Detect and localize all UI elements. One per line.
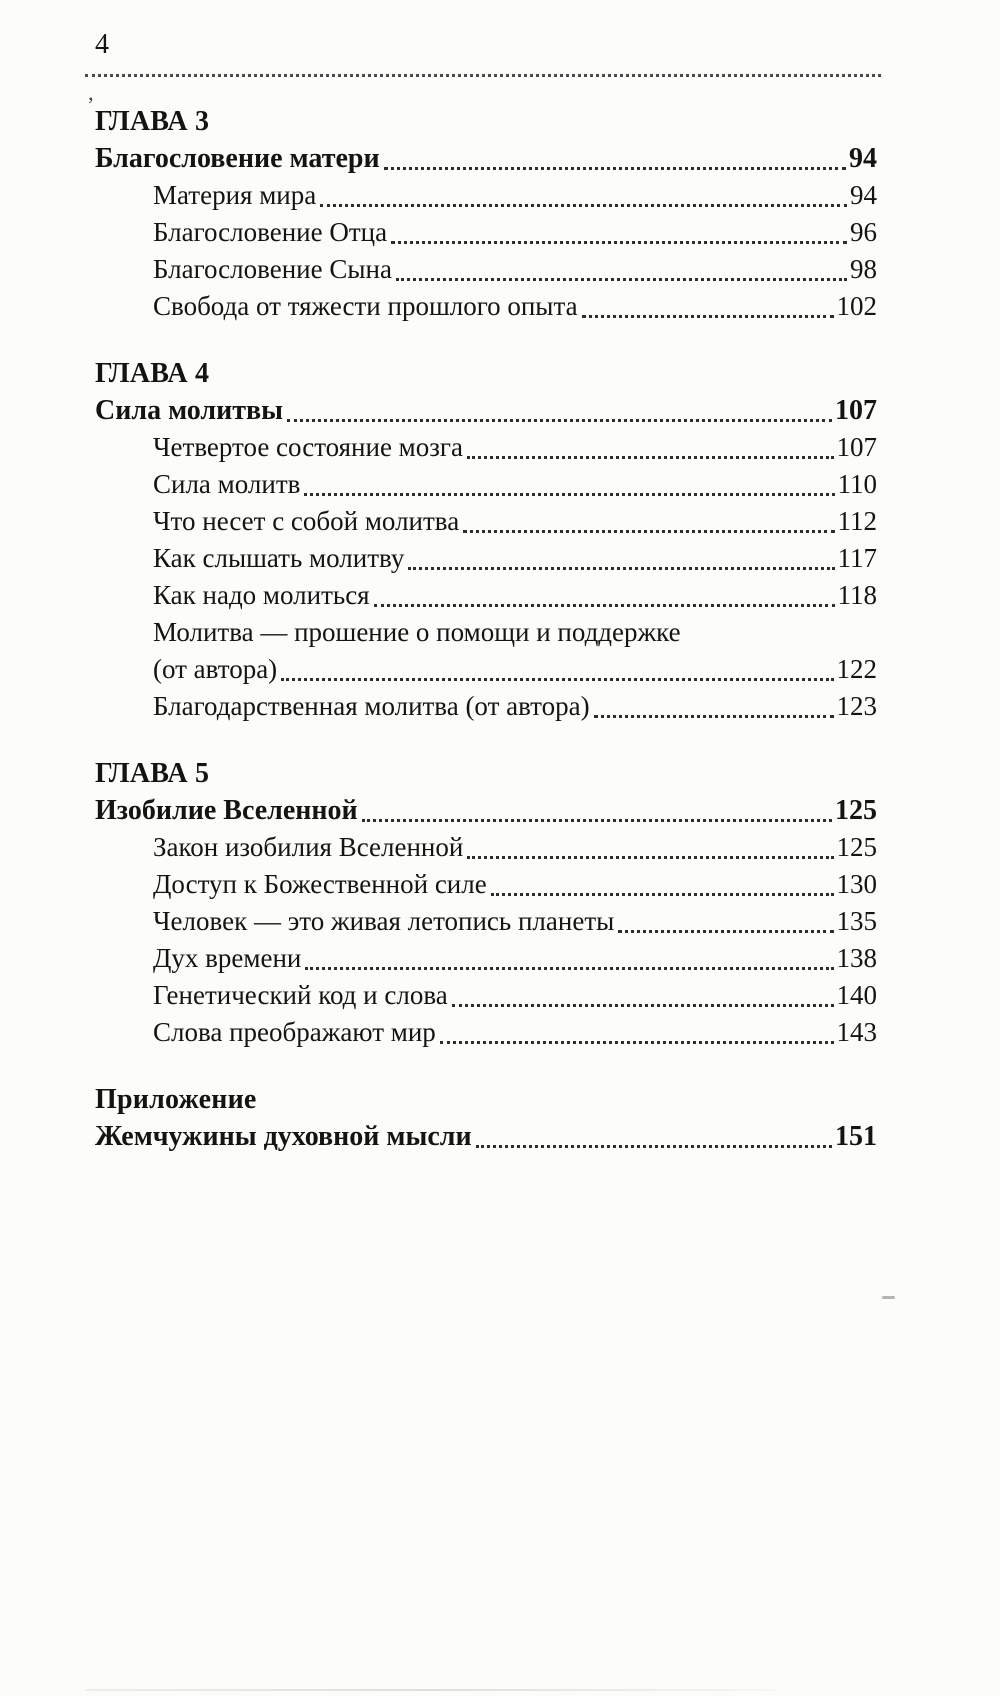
toc-entry-label: Слова преображают мир <box>153 1017 436 1047</box>
page-number: 4 <box>95 29 109 60</box>
toc-section-chapter-5 <box>95 755 877 1051</box>
chapter-heading: ГЛАВА 3 <box>95 106 210 137</box>
toc-title-page: 151 <box>835 1121 877 1152</box>
chapter-heading: Приложение <box>95 1084 257 1115</box>
toc-title-label: Сила молитвы <box>95 395 283 426</box>
toc-entry <box>153 288 877 325</box>
dot-leader <box>476 1145 832 1148</box>
toc-title-row <box>95 1118 877 1155</box>
toc-title-row <box>95 792 877 829</box>
toc-entry-page: 125 <box>836 832 877 862</box>
toc-entry-page: 94 <box>850 180 877 210</box>
toc-title-label: Изобилие Вселенной <box>95 795 358 826</box>
toc-title-row <box>95 140 877 177</box>
toc-entry-page: 102 <box>836 291 877 321</box>
toc-entry-label: (от автора) <box>153 654 278 684</box>
dot-leader <box>440 1041 834 1044</box>
toc-section-appendix <box>95 1081 877 1155</box>
toc-entry <box>153 251 877 288</box>
dot-leader <box>467 856 833 859</box>
toc-entry-label: Благословение Сына <box>153 254 392 284</box>
toc-entry-page: 123 <box>836 691 877 721</box>
toc-entry <box>153 540 877 577</box>
toc-entry <box>153 903 877 940</box>
toc-section-chapter-4 <box>95 355 877 725</box>
toc-entry-label: Человек — это живая летопись планеты <box>153 906 615 936</box>
toc-entry-page: 110 <box>837 469 877 499</box>
dot-leader <box>320 204 847 207</box>
toc-entries <box>153 429 877 725</box>
toc-entry <box>153 1014 877 1051</box>
dot-leader <box>391 241 847 244</box>
toc-entries <box>153 177 877 325</box>
dot-leader <box>305 967 833 970</box>
page-content <box>87 0 877 1155</box>
toc-entry-label: Генетический код и слова <box>153 980 448 1010</box>
toc-entry-label: Благодарственная молитва (от автора) <box>153 691 590 721</box>
toc-title-row <box>95 392 877 429</box>
toc-entry-label: Как слышать молитву <box>153 543 405 573</box>
dot-leader <box>281 678 833 681</box>
toc-entry-label: Что несет с собой молитва <box>153 506 460 536</box>
toc-entry-label: Закон изобилия Вселенной <box>153 832 464 862</box>
toc-entry-label: Дух времени <box>153 943 302 973</box>
chapter-heading: ГЛАВА 4 <box>95 358 210 389</box>
scan-artifact-mark: ’ <box>87 92 95 117</box>
toc-entry <box>153 214 877 251</box>
toc-entry <box>153 866 877 903</box>
dot-leader <box>408 567 834 570</box>
toc-title-page: 125 <box>835 795 877 826</box>
toc-entry-page: 130 <box>836 869 877 899</box>
toc-title-label: Благословение матери <box>95 143 380 174</box>
dot-leader <box>618 930 833 933</box>
toc-entry-page: 118 <box>837 580 877 610</box>
dot-leader <box>384 167 846 170</box>
dot-leader <box>396 278 847 281</box>
toc-entry-page: 138 <box>836 943 877 973</box>
toc-entry-page: 117 <box>837 543 877 573</box>
toc-entry <box>153 829 877 866</box>
toc-entry-page: 143 <box>836 1017 877 1047</box>
table-of-contents <box>95 103 877 1155</box>
dot-leader <box>491 893 834 896</box>
dot-leader <box>467 456 834 459</box>
toc-entries <box>153 829 877 1051</box>
toc-entry <box>153 651 877 688</box>
dot-leader <box>594 715 834 718</box>
toc-entry-page: 112 <box>837 506 877 536</box>
toc-entry-label: Доступ к Божественной силе <box>153 869 487 899</box>
dotted-rule <box>85 74 881 77</box>
toc-entry-label: Свобода от тяжести прошлого опыта <box>153 291 578 321</box>
toc-entry-page: 96 <box>850 217 877 247</box>
toc-entry <box>153 940 877 977</box>
toc-entry-wrapped-line <box>153 614 877 651</box>
dot-leader <box>362 819 832 822</box>
toc-entry-label: Благословение Отца <box>153 217 388 247</box>
scan-speck <box>882 1296 895 1299</box>
toc-entry <box>153 503 877 540</box>
dot-leader <box>582 315 834 318</box>
dot-leader <box>287 419 832 422</box>
toc-entry-page: 107 <box>836 432 877 462</box>
toc-entry <box>153 429 877 466</box>
toc-entry <box>153 688 877 725</box>
toc-title-page: 94 <box>849 143 877 174</box>
scan-bottom-edge <box>85 1689 775 1691</box>
dot-leader <box>374 604 835 607</box>
toc-entry-label: Сила молитв <box>153 469 301 499</box>
dot-leader <box>304 493 834 496</box>
dot-leader <box>463 530 834 533</box>
toc-entry-page: 140 <box>836 980 877 1010</box>
chapter-heading: ГЛАВА 5 <box>95 758 210 789</box>
toc-entry-page: 122 <box>836 654 877 684</box>
toc-entry <box>153 577 877 614</box>
toc-entry <box>153 466 877 503</box>
toc-entry-label: Материя мира <box>153 180 317 210</box>
toc-entry-page: 135 <box>836 906 877 936</box>
toc-entry-page: 98 <box>850 254 877 284</box>
toc-entry-label: Четвертое состояние мозга <box>153 432 463 462</box>
dot-leader <box>452 1004 834 1007</box>
toc-title-label: Жемчужины духовной мысли <box>95 1121 472 1152</box>
toc-entry-label: Как надо молиться <box>153 580 370 610</box>
toc-title-page: 107 <box>835 395 877 426</box>
toc-entry <box>153 177 877 214</box>
toc-entry-label: Молитва — прошение о помощи и поддержке <box>153 617 681 647</box>
toc-entry <box>153 977 877 1014</box>
toc-section-chapter-3 <box>95 103 877 325</box>
